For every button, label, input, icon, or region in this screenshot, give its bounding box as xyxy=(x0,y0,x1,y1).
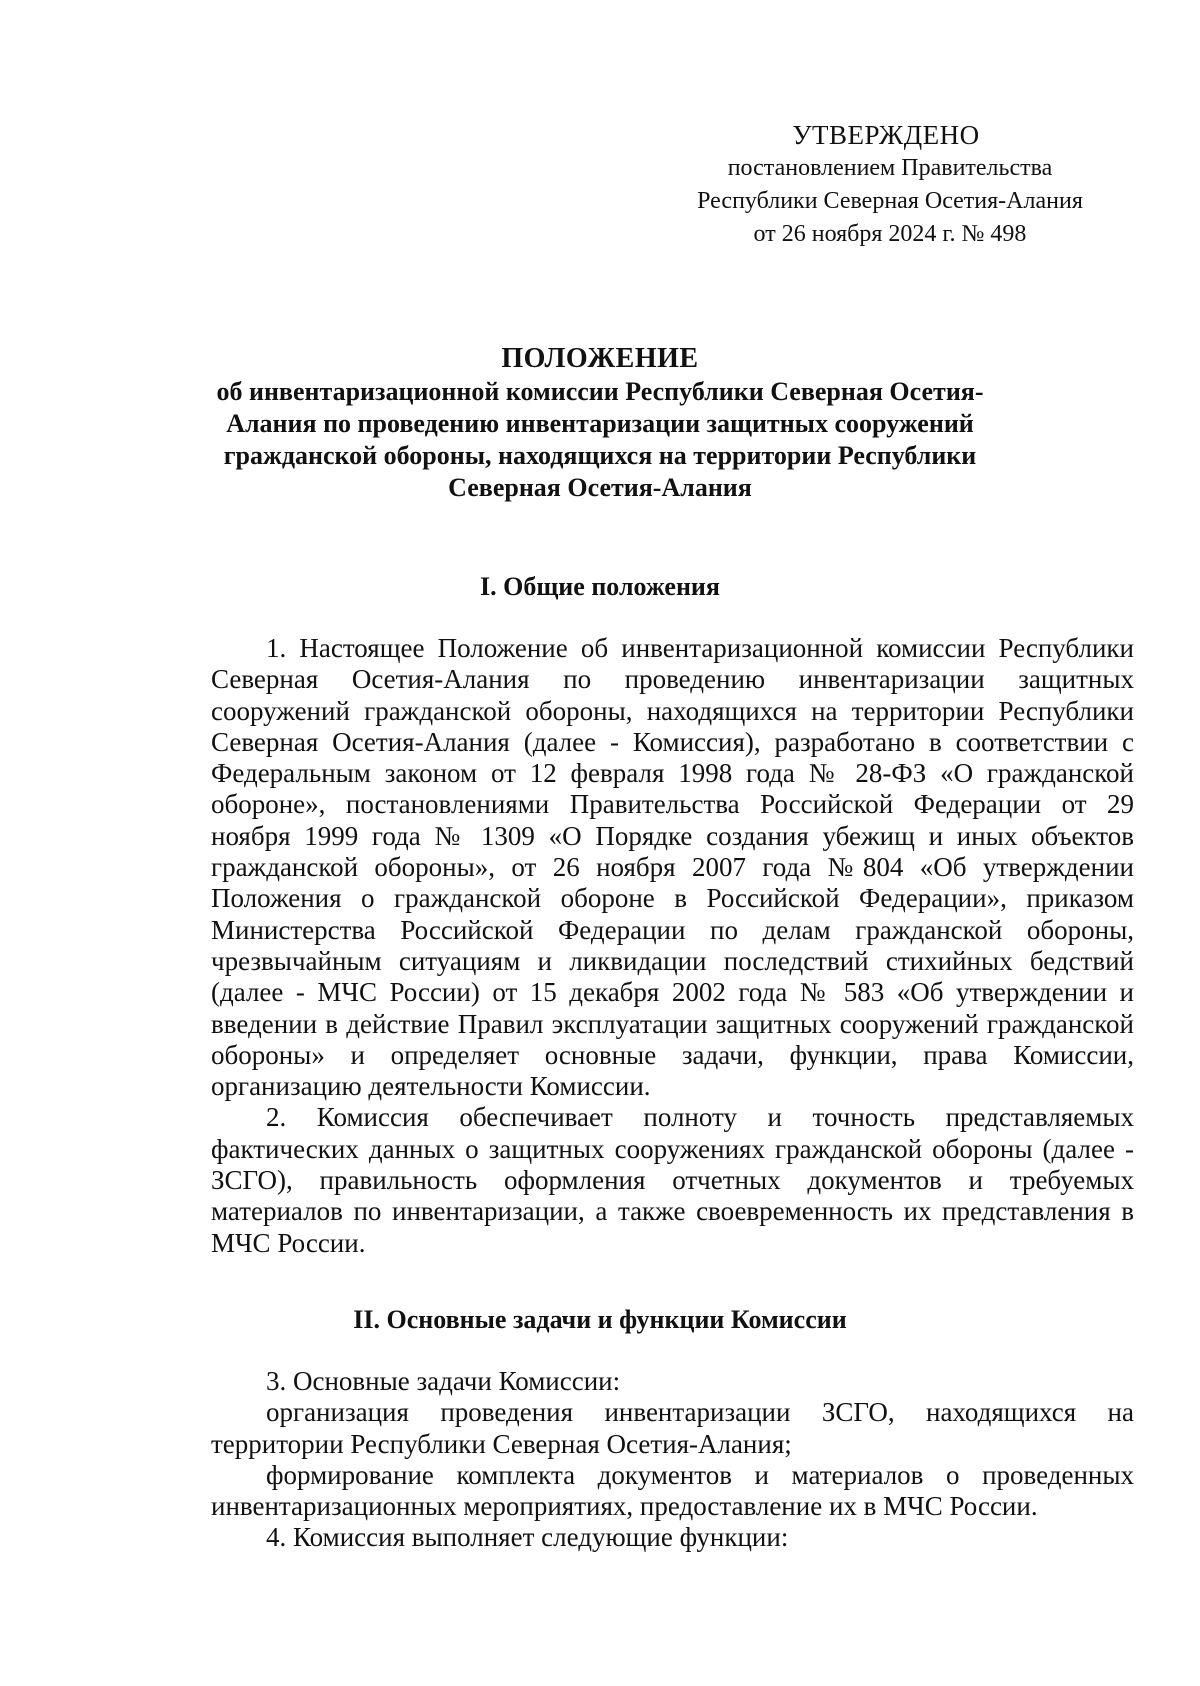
document-title-line-1: об инвентаризационной комиссии Республики Северная Осетия- xyxy=(216,377,984,406)
document-title-line-4: Северная Осетия-Алания xyxy=(448,473,752,502)
task-2: формирование комплекта документов и материалов о проведенных инвентаризационных мероприятиях, предоставление их в МЧС России. xyxy=(211,1459,1134,1522)
approval-line-3: от 26 ноября 2024 г. № 498 xyxy=(753,221,1027,247)
section-1-heading: I. Общие положения xyxy=(480,572,720,601)
section-1-body xyxy=(211,633,1134,1259)
item-3: 3. Основные задачи Комиссии: xyxy=(266,1366,621,1396)
paragraph-1: 1. Настоящее Положение об инвентаризационной комиссии Республики Северная Осетия-Алания по проведению инвентаризации защитных сооружений гражданской обороны, находящихся на территории Республики Северная Осетия-Алания (далее - Комиссия), разработано в соответствии с Федеральным законом от 12 февраля 1998 года № 28-ФЗ «О гражданской обороне», постановлениями Правительства Российской Федерации от 29 ноября 1999 года № 1309 «О Порядке создания убежищ и иных объектов гражданской обороны», от 26 ноября 2007 года №804 «Об утверждении Положения о гражданской обороне в Российской Федерации», приказом Министерства Российской Федерации по делам гражданской обороны, чрезвычайным ситуациям и ликвидации последствий стихийных бедствий (далее - МЧС России) от 15 декабря 2002 года № 583 «Об утверждении и введении в действие Правил эксплуатации защитных сооружений гражданской обороны» и определяет основные задачи, функции, права Комиссии, организацию деятельности Комиссии. xyxy=(211,633,1134,1102)
section-2-body xyxy=(211,1366,1134,1554)
approval-line-2: Республики Северная Осетия-Алания xyxy=(697,188,1083,214)
document-title-line-3: гражданской обороны, находящихся на территории Республики xyxy=(223,441,977,470)
approval-line-1: постановлением Правительства xyxy=(727,155,1053,181)
paragraph-2: 2. Комиссия обеспечивает полноту и точность представляемых фактических данных о защитных сооружениях гражданской обороны (далее - ЗСГО), правильность оформления отчетных документов и требуемых материалов по инвентаризации, а также своевременность их представления в МЧС России. xyxy=(211,1102,1134,1258)
task-1: организация проведения инвентаризации ЗСГО, находящихся на территории Республики Северная Осетия-Алания; xyxy=(211,1397,1134,1459)
approval-stamp xyxy=(660,118,1120,251)
document-title xyxy=(200,342,1000,504)
section-2-heading: II. Основные задачи и функции Комиссии xyxy=(353,1305,847,1334)
item-4: 4. Комиссия выполняет следующие функции: xyxy=(266,1522,789,1553)
approval-heading: УТВЕРЖДЕНО xyxy=(792,120,980,150)
document-heading: ПОЛОЖЕНИЕ xyxy=(501,343,699,374)
document-title-line-2: Алания по проведению инвентаризации защитных сооружений xyxy=(226,409,974,438)
